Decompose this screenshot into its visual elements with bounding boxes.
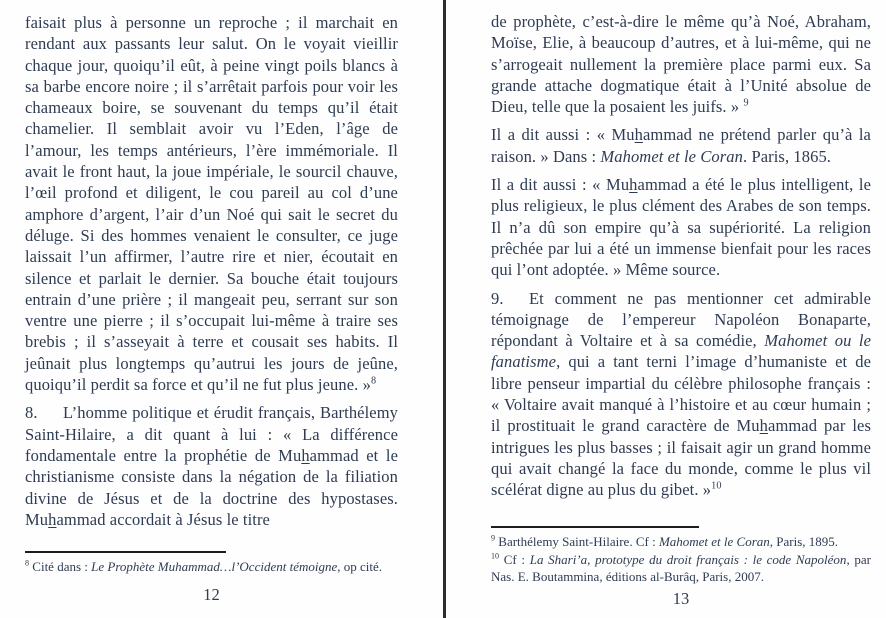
text-segment: h xyxy=(634,125,643,145)
text-segment: h xyxy=(759,416,769,436)
text-segment: , Paris, 1895. xyxy=(769,534,839,549)
text-segment: h xyxy=(629,175,638,195)
footnote xyxy=(25,558,398,576)
paragraph-number: 8. xyxy=(25,403,38,423)
text-segment: La Shari’a, prototype du droit français : le code Napoléon xyxy=(529,551,847,567)
text-segment: Cité dans : xyxy=(29,559,92,574)
text-segment: faisait plus à personne un reproche ; il marchait en rendant aux passants leur salut. On le voyait vieillir chaque jour, quoiqu’il eût, à peine vingt poils blancs à sa barbe encore noire ; il s’arrêtait parfois pour voir les chameaux boire, se souvenant du temps qu’il était chamelier. Il semblait avoir vu l’Eden, l’âge de l’amour, les temps antérieurs, l’ère immémoriale. Il avait le front haut, la joue impériale, le sourcil chauve, l’œil profond et diligent, le cou pareil au col d’une amphore d’argent, l’air d’un Noé qui sait le secret du déluge. Si des hommes venaient le consulter, ce juge laissait l’un affirmer, l’autre rire et nier, écoutait en silence et parlait le dernier. Sa bouche était toujours entrain d’une prière ; il mangeait peu, serrant sur son ventre une pierre ; il s’occupait lui-même à traire ses brebis ; il s’asseyait à terre et cousait ses habits. Il jeûnait plus longtemps qu’autrui les jours de jeûne, quoiqu’il perdit sa force et qu’il ne fut plus jeune. » xyxy=(25,13,398,395)
footnote-separator-right xyxy=(491,526,699,528)
text-segment: h xyxy=(301,445,310,465)
text-segment: ammad ne prétend parler qu’à la raison. » Dans : xyxy=(491,125,871,166)
text-segment: Mahomet et le Coran xyxy=(600,146,743,166)
footnote xyxy=(491,551,871,586)
footnote-reference: 10 xyxy=(711,480,722,492)
text-segment: , par Nas. E. Boutammina, éditions al-Burâq, Paris, 2007. xyxy=(491,551,871,584)
text-segment: Il a dit aussi : « Mu xyxy=(491,175,630,195)
paragraph-number: 9. xyxy=(491,288,504,308)
footnote-separator-left xyxy=(25,551,226,553)
text-segment: ammad a été le plus intelligent, le plus religieux, le plus clément des Arabes de son temps. Il n’a dû son empire qu’à sa supériorité. La religion prêchée par lui a été un immense bienfait pour les races qui l’ont adoptée. » Même source. xyxy=(491,175,871,280)
paragraph xyxy=(491,174,871,280)
text-segment: Mahomet ou le fanatisme xyxy=(491,331,871,372)
text-segment: de prophète, c’est-à-dire le même qu’à Noé, Abraham, Moïse, Elie, à beaucoup d’autres, et à lui-même, qui ne s’arrogeait nullement la première place parmi eux. Sa grande attache dogmatique était à l’Unité absolue de Dieu, telle que la posaient les juifs. » xyxy=(491,12,871,117)
text-segment: h xyxy=(48,509,57,529)
text-segment: Il a dit aussi : « Mu xyxy=(491,125,635,145)
page-right-footer xyxy=(446,526,886,586)
text-segment: L’homme politique et érudit français, Barthélemy Saint-Hilaire, a dit quant à lui : « La différence fondamentale entre la prophétie de Mu xyxy=(25,403,398,465)
footnote xyxy=(491,533,871,551)
paragraph xyxy=(491,11,871,117)
page-right xyxy=(446,0,886,618)
page-left-body xyxy=(25,12,398,537)
text-segment: Le Prophète Muhammad…l’Occident témoigne xyxy=(91,559,338,574)
text-segment: Cf : xyxy=(499,551,530,567)
text-segment: ammad accordait à Jésus le titre xyxy=(56,509,270,529)
paragraph xyxy=(25,402,398,530)
footnote-reference: 9 xyxy=(743,97,749,109)
footnote-reference: 9 xyxy=(491,533,496,543)
page-left-footnotes xyxy=(25,558,398,576)
page-right-footnotes xyxy=(491,533,871,586)
text-segment: Mahomet et le Coran xyxy=(658,534,770,549)
page-number-right: 13 xyxy=(672,589,690,608)
text-segment: . Paris, 1865. xyxy=(743,146,832,166)
paragraph xyxy=(491,288,871,501)
page-number-left: 12 xyxy=(203,585,220,604)
text-segment: Et comment ne pas mentionner cet admirable témoignage de l’empereur Napoléon Bonaparte, répondant à Voltaire et à sa comédie, xyxy=(491,288,871,351)
paragraph xyxy=(25,12,398,395)
footnote-reference: 10 xyxy=(491,551,500,561)
footnote-reference: 8 xyxy=(25,558,30,568)
page-right-body xyxy=(491,11,871,508)
text-segment: , op cité. xyxy=(337,559,383,574)
paragraph xyxy=(491,124,871,167)
page-left-footer xyxy=(0,551,443,576)
text-segment: , qui a tant terni l’image d’humaniste et de libre penseur impartial du célèbre philosophe français : « Voltaire avait manqué à l’histoire et au cœur humain ; il prostituait le grand caractère de Mu xyxy=(491,352,871,436)
footnote-reference: 8 xyxy=(370,375,377,387)
text-segment: Barthélemy Saint-Hilaire. Cf : xyxy=(495,534,659,549)
text-segment: ammad par les intrigues les plus basses ; il faisait agir un grand homme qui avait changé la face du monde, comme le plus vil scélérat digne au plus du gibet. » xyxy=(491,416,872,500)
text-segment: ammad et le christianisme consiste dans la négation de la filiation divine de Jésus et de la doctrine des hypostases. Mu xyxy=(25,445,399,529)
